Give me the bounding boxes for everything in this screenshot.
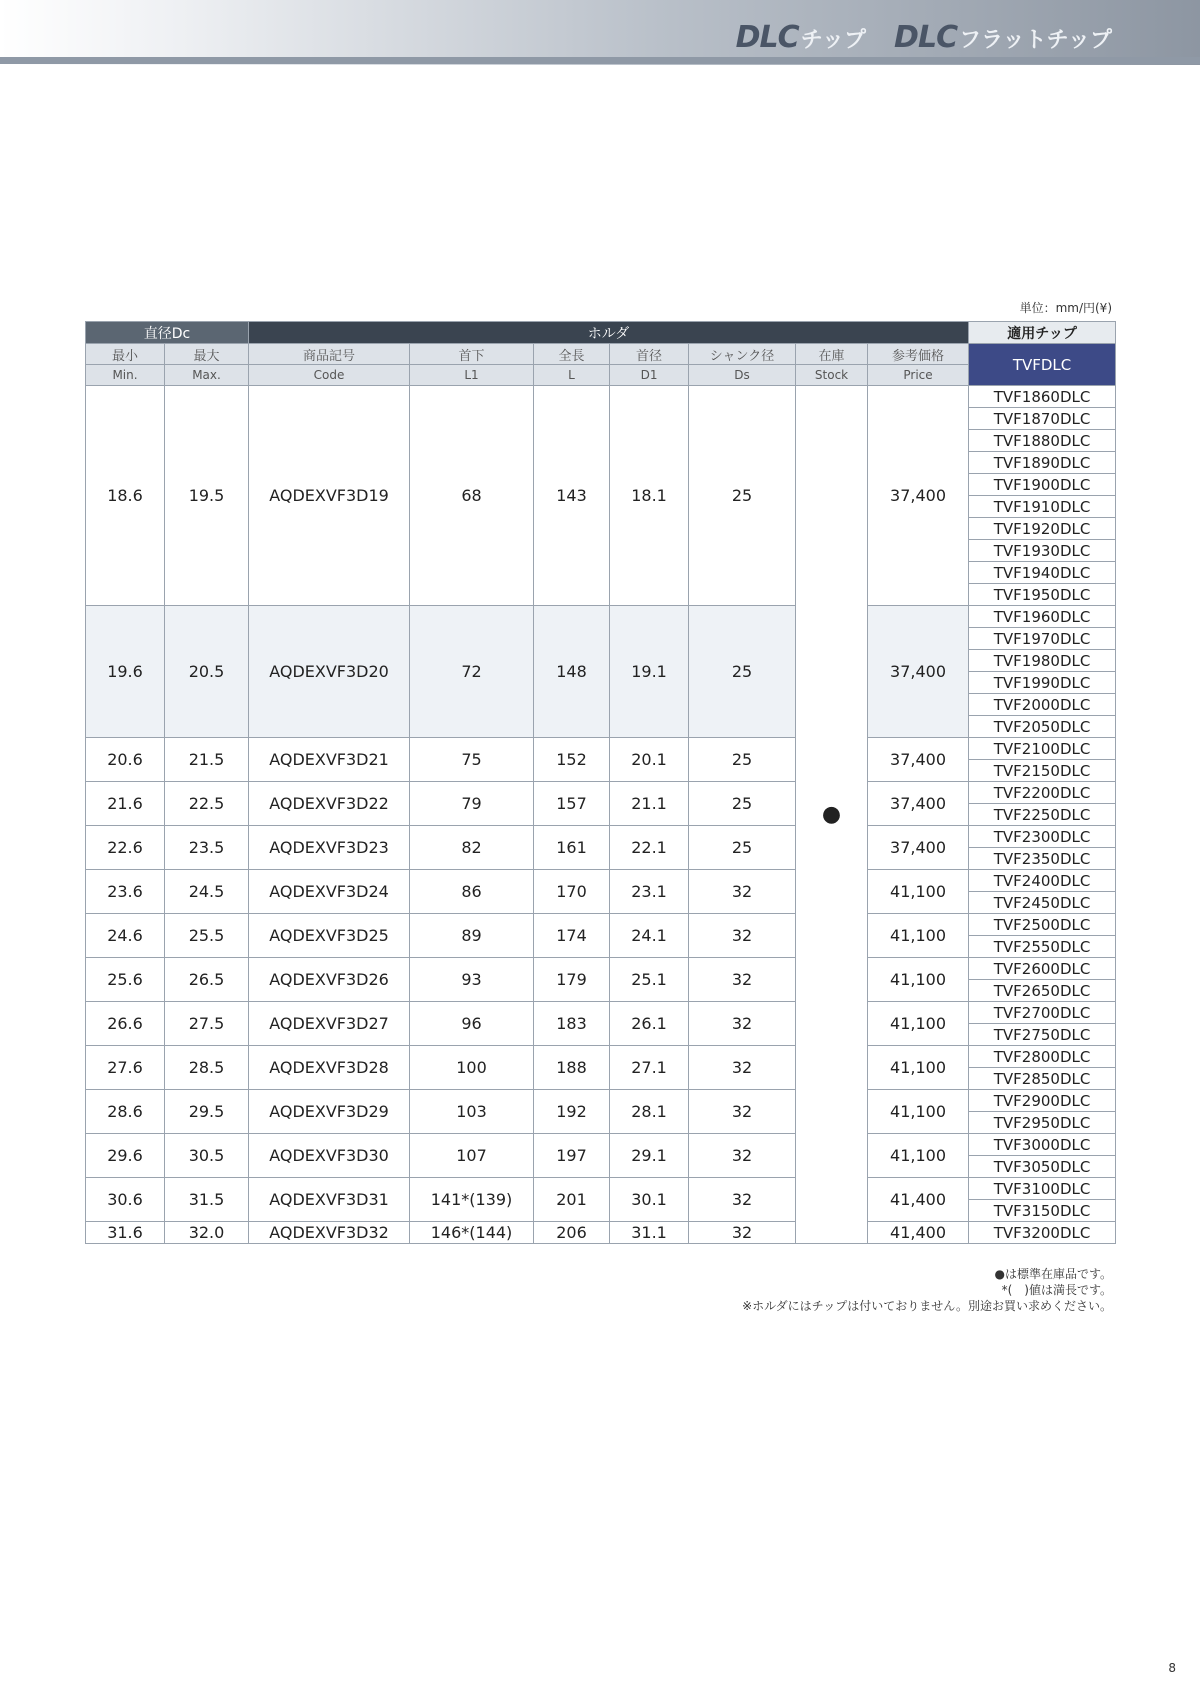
cell-d1: 22.1 (610, 826, 689, 870)
cell-d1: 23.1 (610, 870, 689, 914)
column-header-en: Ds (689, 365, 796, 386)
cell-code: AQDEXVF3D31 (249, 1178, 410, 1222)
cell-l: 161 (534, 826, 610, 870)
cell-price: 37,400 (868, 826, 969, 870)
cell-d1: 21.1 (610, 782, 689, 826)
cell-l: 148 (534, 606, 610, 738)
chip-code: TVF2200DLC (969, 782, 1116, 804)
cell-l1: 79 (410, 782, 534, 826)
cell-ds: 32 (689, 1046, 796, 1090)
cell-price: 37,400 (868, 606, 969, 738)
cell-l: 179 (534, 958, 610, 1002)
table-row (86, 386, 1116, 408)
chip-code: TVF2850DLC (969, 1068, 1116, 1090)
brand-label: フラットチップ (959, 28, 1112, 53)
table-row (86, 870, 1116, 892)
cell-ds: 32 (689, 1178, 796, 1222)
column-header-jp: 最大 (165, 344, 249, 365)
cell-l1: 146*(144) (410, 1222, 534, 1244)
cell-min: 21.6 (86, 782, 165, 826)
cell-l1: 72 (410, 606, 534, 738)
table-row (86, 914, 1116, 936)
chip-code: TVF2800DLC (969, 1046, 1116, 1068)
cell-min: 26.6 (86, 1002, 165, 1046)
chip-code: TVF1960DLC (969, 606, 1116, 628)
cell-max: 22.5 (165, 782, 249, 826)
footnote-chip-not-included: ※ホルダにはチップは付いておりません。別途お買い求めください。 (742, 1299, 1112, 1313)
cell-ds: 32 (689, 914, 796, 958)
cell-d1: 31.1 (610, 1222, 689, 1244)
cell-min: 23.6 (86, 870, 165, 914)
footnote-stock: ●は標準在庫品です。 (994, 1267, 1112, 1281)
cell-l1: 75 (410, 738, 534, 782)
column-header-en: Max. (165, 365, 249, 386)
cell-code: AQDEXVF3D32 (249, 1222, 410, 1244)
table-row (86, 1090, 1116, 1112)
chip-code: TVF3150DLC (969, 1200, 1116, 1222)
cell-l: 197 (534, 1134, 610, 1178)
chip-code: TVF1880DLC (969, 430, 1116, 452)
cell-price: 41,100 (868, 914, 969, 958)
cell-min: 18.6 (86, 386, 165, 606)
chip-code: TVF2650DLC (969, 980, 1116, 1002)
cell-min: 20.6 (86, 738, 165, 782)
table-row (86, 1134, 1116, 1156)
unit-note: 単位：mm/円(¥) (1019, 301, 1112, 315)
cell-min: 25.6 (86, 958, 165, 1002)
footnotes (742, 1266, 1112, 1314)
brand-logo: DLC (894, 20, 958, 55)
cell-price: 41,100 (868, 1090, 969, 1134)
table-row (86, 1222, 1116, 1244)
cell-l1: 89 (410, 914, 534, 958)
chip-code: TVF2900DLC (969, 1090, 1116, 1112)
cell-d1: 27.1 (610, 1046, 689, 1090)
table-row (86, 826, 1116, 848)
cell-max: 21.5 (165, 738, 249, 782)
cell-ds: 25 (689, 782, 796, 826)
cell-l: 157 (534, 782, 610, 826)
cell-price: 41,100 (868, 870, 969, 914)
cell-ds: 32 (689, 1002, 796, 1046)
cell-l1: 103 (410, 1090, 534, 1134)
cell-l: 201 (534, 1178, 610, 1222)
chip-code: TVF3200DLC (969, 1222, 1116, 1244)
column-header-en: L1 (410, 365, 534, 386)
table-row (86, 606, 1116, 628)
cell-d1: 20.1 (610, 738, 689, 782)
cell-d1: 18.1 (610, 386, 689, 606)
cell-min: 31.6 (86, 1222, 165, 1244)
cell-l1: 107 (410, 1134, 534, 1178)
cell-code: AQDEXVF3D24 (249, 870, 410, 914)
chip-code: TVF3100DLC (969, 1178, 1116, 1200)
column-header-jp: 首下 (410, 344, 534, 365)
group-header-holder: ホルダ (249, 322, 969, 344)
chip-code: TVF2350DLC (969, 848, 1116, 870)
chip-code: TVF2100DLC (969, 738, 1116, 760)
cell-price: 37,400 (868, 782, 969, 826)
cell-l1: 96 (410, 1002, 534, 1046)
cell-d1: 26.1 (610, 1002, 689, 1046)
brand-label: チップ (800, 28, 867, 53)
chip-code: TVF2550DLC (969, 936, 1116, 958)
column-header-en: Code (249, 365, 410, 386)
header-rule (0, 57, 1200, 64)
chip-code: TVF1990DLC (969, 672, 1116, 694)
cell-d1: 30.1 (610, 1178, 689, 1222)
table-row (86, 738, 1116, 760)
chip-code: TVF1980DLC (969, 650, 1116, 672)
group-header-chip: 適用チップ (969, 322, 1116, 344)
cell-d1: 24.1 (610, 914, 689, 958)
chip-code: TVF2600DLC (969, 958, 1116, 980)
cell-code: AQDEXVF3D22 (249, 782, 410, 826)
cell-max: 25.5 (165, 914, 249, 958)
chip-code: TVF2000DLC (969, 694, 1116, 716)
footnote-full-length: *( )値は満長です。 (1001, 1283, 1112, 1297)
column-header-jp: 商品記号 (249, 344, 410, 365)
cell-ds: 32 (689, 1090, 796, 1134)
cell-d1: 28.1 (610, 1090, 689, 1134)
cell-code: AQDEXVF3D29 (249, 1090, 410, 1134)
product-title (736, 20, 1112, 55)
column-header-en: Stock (796, 365, 868, 386)
table-row (86, 1002, 1116, 1024)
cell-l: 192 (534, 1090, 610, 1134)
cell-ds: 32 (689, 1134, 796, 1178)
chip-series-header: TVFDLC (969, 344, 1116, 386)
cell-ds: 25 (689, 826, 796, 870)
cell-price: 37,400 (868, 386, 969, 606)
cell-min: 29.6 (86, 1134, 165, 1178)
chip-code: TVF1950DLC (969, 584, 1116, 606)
page-number: 8 (1168, 1661, 1176, 1675)
cell-price: 41,400 (868, 1178, 969, 1222)
chip-code: TVF1860DLC (969, 386, 1116, 408)
cell-max: 31.5 (165, 1178, 249, 1222)
table-row (86, 782, 1116, 804)
cell-ds: 25 (689, 606, 796, 738)
column-header-en: Min. (86, 365, 165, 386)
holder-spec-table (85, 321, 1116, 1244)
cell-d1: 19.1 (610, 606, 689, 738)
stock-mark: ● (796, 386, 868, 1244)
chip-code: TVF3000DLC (969, 1134, 1116, 1156)
cell-code: AQDEXVF3D21 (249, 738, 410, 782)
table-row (86, 1178, 1116, 1200)
cell-price: 41,100 (868, 1134, 969, 1178)
chip-code: TVF2450DLC (969, 892, 1116, 914)
cell-min: 30.6 (86, 1178, 165, 1222)
cell-l: 143 (534, 386, 610, 606)
column-header-en: D1 (610, 365, 689, 386)
chip-code: TVF1920DLC (969, 518, 1116, 540)
cell-code: AQDEXVF3D26 (249, 958, 410, 1002)
cell-code: AQDEXVF3D30 (249, 1134, 410, 1178)
chip-code: TVF2250DLC (969, 804, 1116, 826)
chip-code: TVF2700DLC (969, 1002, 1116, 1024)
cell-l1: 68 (410, 386, 534, 606)
cell-price: 41,100 (868, 958, 969, 1002)
cell-code: AQDEXVF3D28 (249, 1046, 410, 1090)
cell-l1: 86 (410, 870, 534, 914)
chip-code: TVF2500DLC (969, 914, 1116, 936)
table-row (86, 958, 1116, 980)
cell-price: 37,400 (868, 738, 969, 782)
cell-l1: 82 (410, 826, 534, 870)
cell-d1: 25.1 (610, 958, 689, 1002)
table-row (86, 1046, 1116, 1068)
chip-code: TVF3050DLC (969, 1156, 1116, 1178)
cell-d1: 29.1 (610, 1134, 689, 1178)
cell-max: 27.5 (165, 1002, 249, 1046)
cell-l: 170 (534, 870, 610, 914)
chip-code: TVF2950DLC (969, 1112, 1116, 1134)
chip-code: TVF2300DLC (969, 826, 1116, 848)
cell-price: 41,400 (868, 1222, 969, 1244)
cell-price: 41,100 (868, 1002, 969, 1046)
cell-max: 26.5 (165, 958, 249, 1002)
cell-code: AQDEXVF3D23 (249, 826, 410, 870)
group-header-diameter: 直径Dc (86, 322, 249, 344)
chip-code: TVF1970DLC (969, 628, 1116, 650)
cell-l1: 93 (410, 958, 534, 1002)
chip-code: TVF1940DLC (969, 562, 1116, 584)
cell-l1: 141*(139) (410, 1178, 534, 1222)
cell-ds: 25 (689, 738, 796, 782)
column-header-en: L (534, 365, 610, 386)
cell-max: 30.5 (165, 1134, 249, 1178)
cell-l: 206 (534, 1222, 610, 1244)
brand-dlc-flat-chip (894, 20, 1112, 55)
cell-min: 24.6 (86, 914, 165, 958)
brand-logo: DLC (735, 20, 799, 55)
cell-l1: 100 (410, 1046, 534, 1090)
column-header-en: Price (868, 365, 969, 386)
cell-max: 32.0 (165, 1222, 249, 1244)
column-header-jp: 参考価格 (868, 344, 969, 365)
column-header-jp: 全長 (534, 344, 610, 365)
chip-code: TVF2750DLC (969, 1024, 1116, 1046)
cell-min: 28.6 (86, 1090, 165, 1134)
chip-code: TVF1930DLC (969, 540, 1116, 562)
cell-ds: 32 (689, 870, 796, 914)
cell-l: 183 (534, 1002, 610, 1046)
cell-ds: 32 (689, 958, 796, 1002)
cell-code: AQDEXVF3D27 (249, 1002, 410, 1046)
cell-max: 19.5 (165, 386, 249, 606)
cell-ds: 32 (689, 1222, 796, 1244)
cell-max: 28.5 (165, 1046, 249, 1090)
brand-dlc-chip (736, 20, 866, 55)
cell-l: 152 (534, 738, 610, 782)
chip-code: TVF2050DLC (969, 716, 1116, 738)
chip-code: TVF2150DLC (969, 760, 1116, 782)
cell-min: 19.6 (86, 606, 165, 738)
cell-max: 20.5 (165, 606, 249, 738)
column-header-jp: 最小 (86, 344, 165, 365)
column-header-jp: シャンク径 (689, 344, 796, 365)
chip-code: TVF1870DLC (969, 408, 1116, 430)
cell-code: AQDEXVF3D25 (249, 914, 410, 958)
chip-code: TVF1900DLC (969, 474, 1116, 496)
cell-price: 41,100 (868, 1046, 969, 1090)
cell-max: 29.5 (165, 1090, 249, 1134)
cell-l: 188 (534, 1046, 610, 1090)
chip-code: TVF2400DLC (969, 870, 1116, 892)
column-header-jp: 首径 (610, 344, 689, 365)
cell-max: 23.5 (165, 826, 249, 870)
cell-min: 22.6 (86, 826, 165, 870)
cell-code: AQDEXVF3D20 (249, 606, 410, 738)
chip-code: TVF1890DLC (969, 452, 1116, 474)
cell-max: 24.5 (165, 870, 249, 914)
cell-min: 27.6 (86, 1046, 165, 1090)
cell-l: 174 (534, 914, 610, 958)
cell-ds: 25 (689, 386, 796, 606)
chip-code: TVF1910DLC (969, 496, 1116, 518)
column-header-jp: 在庫 (796, 344, 868, 365)
cell-code: AQDEXVF3D19 (249, 386, 410, 606)
